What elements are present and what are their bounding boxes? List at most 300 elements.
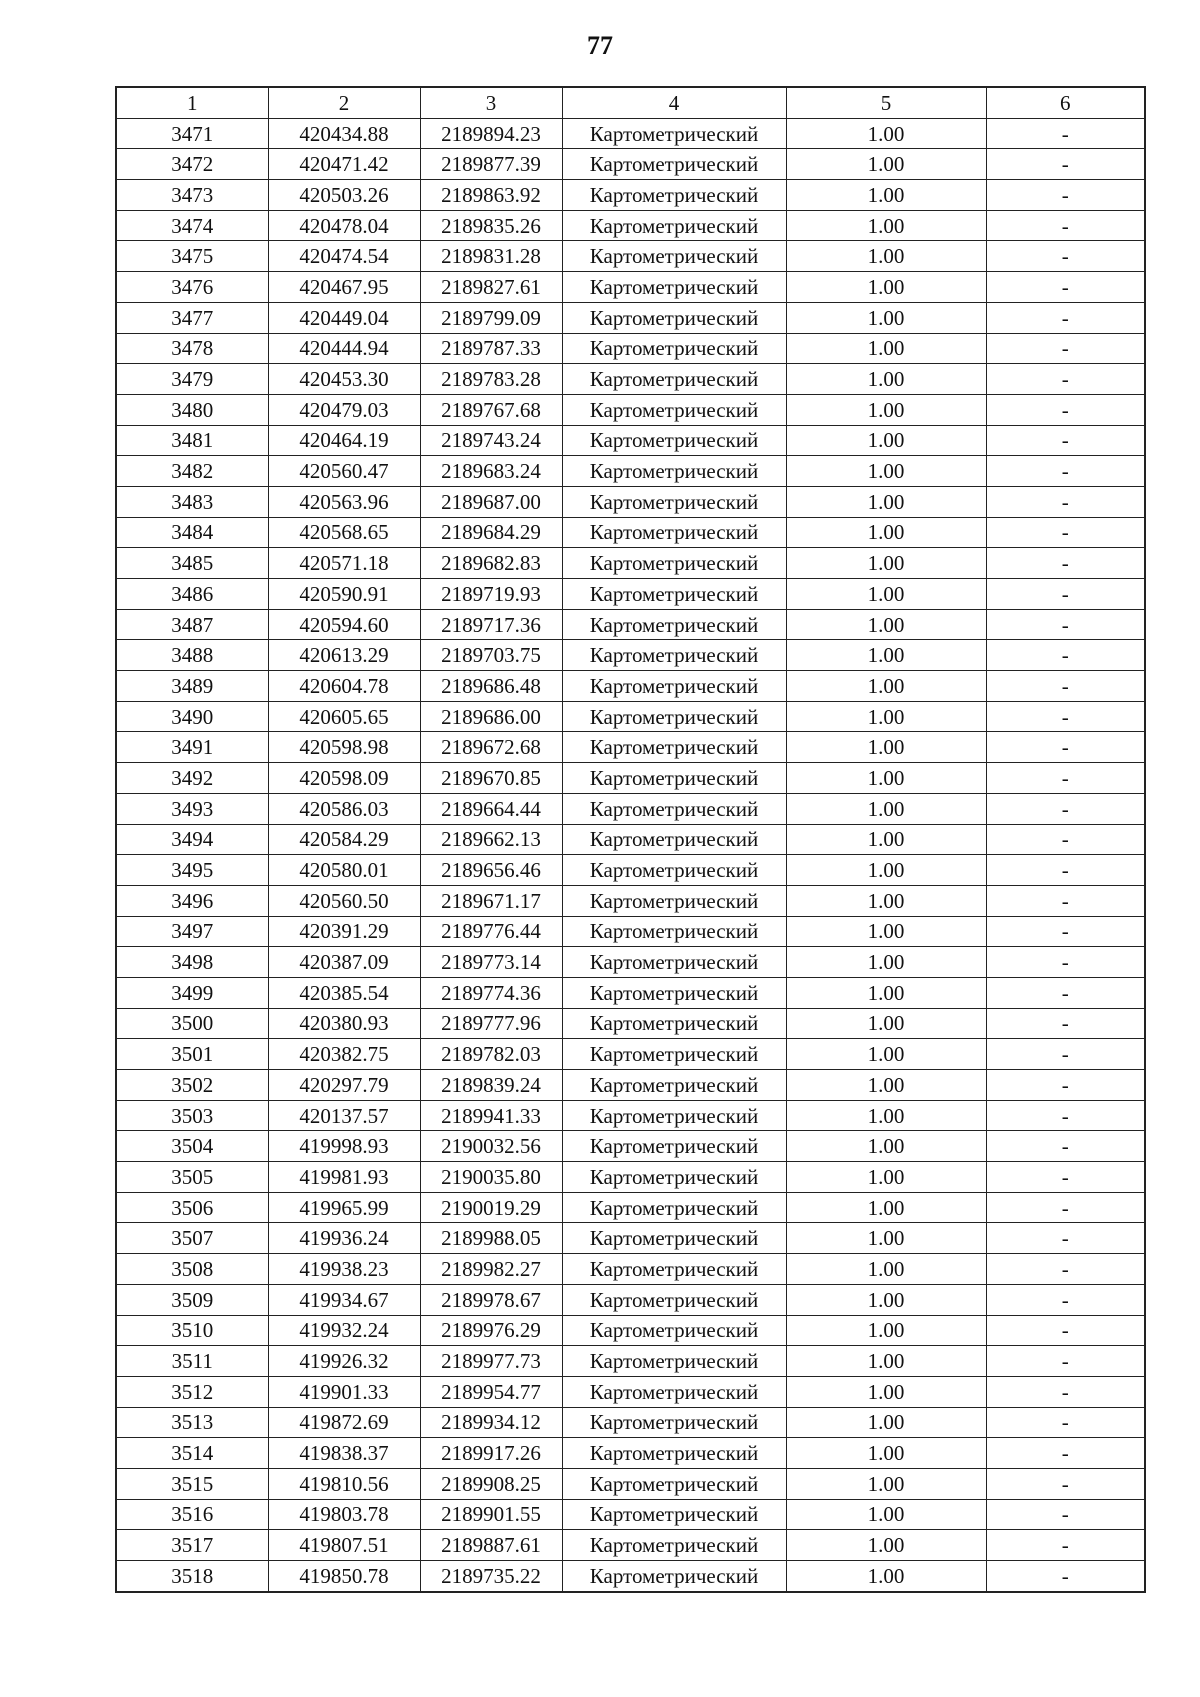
y-coordinate-cell: 2189908.25 bbox=[420, 1468, 562, 1499]
y-coordinate-cell: 2189703.75 bbox=[420, 640, 562, 671]
note-cell: - bbox=[986, 1468, 1145, 1499]
x-coordinate-cell: 420380.93 bbox=[268, 1008, 420, 1039]
note-cell: - bbox=[986, 977, 1145, 1008]
table-row bbox=[116, 272, 1145, 303]
table-row bbox=[116, 1561, 1145, 1592]
y-coordinate-cell: 2189835.26 bbox=[420, 210, 562, 241]
y-coordinate-cell: 2189954.77 bbox=[420, 1376, 562, 1407]
point-number-cell: 3517 bbox=[116, 1530, 268, 1561]
note-cell: - bbox=[986, 1407, 1145, 1438]
col-5-header: 5 bbox=[786, 87, 986, 118]
accuracy-cell: 1.00 bbox=[786, 149, 986, 180]
note-cell: - bbox=[986, 855, 1145, 886]
y-coordinate-cell: 2189982.27 bbox=[420, 1254, 562, 1285]
point-number-cell: 3478 bbox=[116, 333, 268, 364]
point-number-cell: 3476 bbox=[116, 272, 268, 303]
note-cell: - bbox=[986, 947, 1145, 978]
note-cell: - bbox=[986, 640, 1145, 671]
method-cell: Картометрический bbox=[562, 1131, 786, 1162]
x-coordinate-cell: 420444.94 bbox=[268, 333, 420, 364]
method-cell: Картометрический bbox=[562, 364, 786, 395]
x-coordinate-cell: 420391.29 bbox=[268, 916, 420, 947]
x-coordinate-cell: 420580.01 bbox=[268, 855, 420, 886]
point-number-cell: 3512 bbox=[116, 1376, 268, 1407]
method-cell: Картометрический bbox=[562, 1346, 786, 1377]
table-row bbox=[116, 947, 1145, 978]
table-row bbox=[116, 1284, 1145, 1315]
point-number-cell: 3506 bbox=[116, 1192, 268, 1223]
accuracy-cell: 1.00 bbox=[786, 977, 986, 1008]
table-row bbox=[116, 118, 1145, 149]
method-cell: Картометрический bbox=[562, 947, 786, 978]
method-cell: Картометрический bbox=[562, 1039, 786, 1070]
accuracy-cell: 1.00 bbox=[786, 180, 986, 211]
accuracy-cell: 1.00 bbox=[786, 579, 986, 610]
y-coordinate-cell: 2189787.33 bbox=[420, 333, 562, 364]
point-number-cell: 3483 bbox=[116, 486, 268, 517]
point-number-cell: 3475 bbox=[116, 241, 268, 272]
point-number-cell: 3510 bbox=[116, 1315, 268, 1346]
point-number-cell: 3489 bbox=[116, 671, 268, 702]
accuracy-cell: 1.00 bbox=[786, 855, 986, 886]
y-coordinate-cell: 2189782.03 bbox=[420, 1039, 562, 1070]
note-cell: - bbox=[986, 548, 1145, 579]
y-coordinate-cell: 2189662.13 bbox=[420, 824, 562, 855]
accuracy-cell: 1.00 bbox=[786, 456, 986, 487]
point-number-cell: 3501 bbox=[116, 1039, 268, 1070]
point-number-cell: 3500 bbox=[116, 1008, 268, 1039]
point-number-cell: 3505 bbox=[116, 1162, 268, 1193]
note-cell: - bbox=[986, 579, 1145, 610]
method-cell: Картометрический bbox=[562, 149, 786, 180]
note-cell: - bbox=[986, 763, 1145, 794]
accuracy-cell: 1.00 bbox=[786, 1530, 986, 1561]
accuracy-cell: 1.00 bbox=[786, 364, 986, 395]
method-cell: Картометрический bbox=[562, 701, 786, 732]
table-row bbox=[116, 609, 1145, 640]
y-coordinate-cell: 2190019.29 bbox=[420, 1192, 562, 1223]
table-row bbox=[116, 1100, 1145, 1131]
table-row bbox=[116, 1346, 1145, 1377]
accuracy-cell: 1.00 bbox=[786, 1284, 986, 1315]
method-cell: Картометрический bbox=[562, 272, 786, 303]
accuracy-cell: 1.00 bbox=[786, 640, 986, 671]
method-cell: Картометрический bbox=[562, 1438, 786, 1469]
accuracy-cell: 1.00 bbox=[786, 609, 986, 640]
method-cell: Картометрический bbox=[562, 456, 786, 487]
method-cell: Картометрический bbox=[562, 793, 786, 824]
note-cell: - bbox=[986, 1315, 1145, 1346]
y-coordinate-cell: 2189901.55 bbox=[420, 1499, 562, 1530]
x-coordinate-cell: 420568.65 bbox=[268, 517, 420, 548]
table-row bbox=[116, 671, 1145, 702]
y-coordinate-cell: 2189887.61 bbox=[420, 1530, 562, 1561]
col-3-header: 3 bbox=[420, 87, 562, 118]
table-row bbox=[116, 916, 1145, 947]
table-row bbox=[116, 394, 1145, 425]
method-cell: Картометрический bbox=[562, 1192, 786, 1223]
table-row bbox=[116, 486, 1145, 517]
x-coordinate-cell: 420613.29 bbox=[268, 640, 420, 671]
y-coordinate-cell: 2189776.44 bbox=[420, 916, 562, 947]
x-coordinate-cell: 419872.69 bbox=[268, 1407, 420, 1438]
method-cell: Картометрический bbox=[562, 609, 786, 640]
note-cell: - bbox=[986, 149, 1145, 180]
x-coordinate-cell: 420449.04 bbox=[268, 302, 420, 333]
note-cell: - bbox=[986, 1008, 1145, 1039]
x-coordinate-cell: 420387.09 bbox=[268, 947, 420, 978]
accuracy-cell: 1.00 bbox=[786, 1468, 986, 1499]
note-cell: - bbox=[986, 885, 1145, 916]
table-row bbox=[116, 241, 1145, 272]
note-cell: - bbox=[986, 394, 1145, 425]
x-coordinate-cell: 420594.60 bbox=[268, 609, 420, 640]
table-row bbox=[116, 180, 1145, 211]
y-coordinate-cell: 2189827.61 bbox=[420, 272, 562, 303]
y-coordinate-cell: 2189687.00 bbox=[420, 486, 562, 517]
accuracy-cell: 1.00 bbox=[786, 548, 986, 579]
table-row bbox=[116, 548, 1145, 579]
method-cell: Картометрический bbox=[562, 732, 786, 763]
table-row bbox=[116, 977, 1145, 1008]
y-coordinate-cell: 2189656.46 bbox=[420, 855, 562, 886]
x-coordinate-cell: 419932.24 bbox=[268, 1315, 420, 1346]
x-coordinate-cell: 420382.75 bbox=[268, 1039, 420, 1070]
note-cell: - bbox=[986, 1131, 1145, 1162]
point-number-cell: 3488 bbox=[116, 640, 268, 671]
y-coordinate-cell: 2190035.80 bbox=[420, 1162, 562, 1193]
note-cell: - bbox=[986, 456, 1145, 487]
x-coordinate-cell: 419850.78 bbox=[268, 1561, 420, 1592]
table-row bbox=[116, 456, 1145, 487]
table-row bbox=[116, 364, 1145, 395]
note-cell: - bbox=[986, 1376, 1145, 1407]
method-cell: Картометрический bbox=[562, 824, 786, 855]
col-4-header: 4 bbox=[562, 87, 786, 118]
x-coordinate-cell: 420474.54 bbox=[268, 241, 420, 272]
y-coordinate-cell: 2189783.28 bbox=[420, 364, 562, 395]
accuracy-cell: 1.00 bbox=[786, 1315, 986, 1346]
table-row bbox=[116, 1407, 1145, 1438]
note-cell: - bbox=[986, 701, 1145, 732]
y-coordinate-cell: 2189934.12 bbox=[420, 1407, 562, 1438]
table-row bbox=[116, 1438, 1145, 1469]
y-coordinate-cell: 2189863.92 bbox=[420, 180, 562, 211]
note-cell: - bbox=[986, 1438, 1145, 1469]
accuracy-cell: 1.00 bbox=[786, 1254, 986, 1285]
note-cell: - bbox=[986, 517, 1145, 548]
point-number-cell: 3492 bbox=[116, 763, 268, 794]
method-cell: Картометрический bbox=[562, 763, 786, 794]
x-coordinate-cell: 420605.65 bbox=[268, 701, 420, 732]
method-cell: Картометрический bbox=[562, 517, 786, 548]
accuracy-cell: 1.00 bbox=[786, 486, 986, 517]
x-coordinate-cell: 419810.56 bbox=[268, 1468, 420, 1499]
table-row bbox=[116, 732, 1145, 763]
accuracy-cell: 1.00 bbox=[786, 1131, 986, 1162]
point-number-cell: 3474 bbox=[116, 210, 268, 241]
table-row bbox=[116, 1376, 1145, 1407]
accuracy-cell: 1.00 bbox=[786, 701, 986, 732]
y-coordinate-cell: 2189719.93 bbox=[420, 579, 562, 610]
table-row bbox=[116, 885, 1145, 916]
point-number-cell: 3514 bbox=[116, 1438, 268, 1469]
method-cell: Картометрический bbox=[562, 1162, 786, 1193]
table-row bbox=[116, 302, 1145, 333]
point-number-cell: 3516 bbox=[116, 1499, 268, 1530]
note-cell: - bbox=[986, 1530, 1145, 1561]
y-coordinate-cell: 2189684.29 bbox=[420, 517, 562, 548]
point-number-cell: 3486 bbox=[116, 579, 268, 610]
x-coordinate-cell: 419998.93 bbox=[268, 1131, 420, 1162]
table-row bbox=[116, 1223, 1145, 1254]
method-cell: Картометрический bbox=[562, 1070, 786, 1101]
col-2-header: 2 bbox=[268, 87, 420, 118]
x-coordinate-cell: 420590.91 bbox=[268, 579, 420, 610]
table-row bbox=[116, 701, 1145, 732]
x-coordinate-cell: 420604.78 bbox=[268, 671, 420, 702]
method-cell: Картометрический bbox=[562, 671, 786, 702]
table-row bbox=[116, 824, 1145, 855]
note-cell: - bbox=[986, 1039, 1145, 1070]
note-cell: - bbox=[986, 118, 1145, 149]
accuracy-cell: 1.00 bbox=[786, 302, 986, 333]
table-row bbox=[116, 1162, 1145, 1193]
y-coordinate-cell: 2189767.68 bbox=[420, 394, 562, 425]
x-coordinate-cell: 420503.26 bbox=[268, 180, 420, 211]
accuracy-cell: 1.00 bbox=[786, 333, 986, 364]
x-coordinate-cell: 419938.23 bbox=[268, 1254, 420, 1285]
x-coordinate-cell: 420453.30 bbox=[268, 364, 420, 395]
point-number-cell: 3482 bbox=[116, 456, 268, 487]
y-coordinate-cell: 2189976.29 bbox=[420, 1315, 562, 1346]
y-coordinate-cell: 2189686.00 bbox=[420, 701, 562, 732]
col-1-header: 1 bbox=[116, 87, 268, 118]
point-number-cell: 3495 bbox=[116, 855, 268, 886]
point-number-cell: 3498 bbox=[116, 947, 268, 978]
point-number-cell: 3471 bbox=[116, 118, 268, 149]
point-number-cell: 3484 bbox=[116, 517, 268, 548]
note-cell: - bbox=[986, 272, 1145, 303]
y-coordinate-cell: 2189717.36 bbox=[420, 609, 562, 640]
accuracy-cell: 1.00 bbox=[786, 763, 986, 794]
point-number-cell: 3472 bbox=[116, 149, 268, 180]
note-cell: - bbox=[986, 425, 1145, 456]
point-number-cell: 3479 bbox=[116, 364, 268, 395]
coordinates-table bbox=[115, 86, 1146, 1593]
x-coordinate-cell: 420137.57 bbox=[268, 1100, 420, 1131]
note-cell: - bbox=[986, 333, 1145, 364]
method-cell: Картометрический bbox=[562, 579, 786, 610]
method-cell: Картометрический bbox=[562, 548, 786, 579]
x-coordinate-cell: 420563.96 bbox=[268, 486, 420, 517]
method-cell: Картометрический bbox=[562, 333, 786, 364]
method-cell: Картометрический bbox=[562, 425, 786, 456]
note-cell: - bbox=[986, 1499, 1145, 1530]
y-coordinate-cell: 2189877.39 bbox=[420, 149, 562, 180]
table-row bbox=[116, 1530, 1145, 1561]
accuracy-cell: 1.00 bbox=[786, 916, 986, 947]
note-cell: - bbox=[986, 1070, 1145, 1101]
table-row bbox=[116, 1254, 1145, 1285]
x-coordinate-cell: 420471.42 bbox=[268, 149, 420, 180]
note-cell: - bbox=[986, 1346, 1145, 1377]
x-coordinate-cell: 419981.93 bbox=[268, 1162, 420, 1193]
accuracy-cell: 1.00 bbox=[786, 1100, 986, 1131]
point-number-cell: 3511 bbox=[116, 1346, 268, 1377]
method-cell: Картометрический bbox=[562, 210, 786, 241]
point-number-cell: 3480 bbox=[116, 394, 268, 425]
y-coordinate-cell: 2189686.48 bbox=[420, 671, 562, 702]
method-cell: Картометрический bbox=[562, 1223, 786, 1254]
method-cell: Картометрический bbox=[562, 1468, 786, 1499]
accuracy-cell: 1.00 bbox=[786, 1192, 986, 1223]
x-coordinate-cell: 419807.51 bbox=[268, 1530, 420, 1561]
method-cell: Картометрический bbox=[562, 1530, 786, 1561]
y-coordinate-cell: 2189670.85 bbox=[420, 763, 562, 794]
point-number-cell: 3496 bbox=[116, 885, 268, 916]
point-number-cell: 3497 bbox=[116, 916, 268, 947]
accuracy-cell: 1.00 bbox=[786, 241, 986, 272]
method-cell: Картометрический bbox=[562, 180, 786, 211]
x-coordinate-cell: 419965.99 bbox=[268, 1192, 420, 1223]
table-row bbox=[116, 1131, 1145, 1162]
method-cell: Картометрический bbox=[562, 855, 786, 886]
accuracy-cell: 1.00 bbox=[786, 885, 986, 916]
point-number-cell: 3485 bbox=[116, 548, 268, 579]
accuracy-cell: 1.00 bbox=[786, 1223, 986, 1254]
point-number-cell: 3502 bbox=[116, 1070, 268, 1101]
accuracy-cell: 1.00 bbox=[786, 1070, 986, 1101]
point-number-cell: 3487 bbox=[116, 609, 268, 640]
point-number-cell: 3503 bbox=[116, 1100, 268, 1131]
x-coordinate-cell: 420571.18 bbox=[268, 548, 420, 579]
point-number-cell: 3491 bbox=[116, 732, 268, 763]
x-coordinate-cell: 420385.54 bbox=[268, 977, 420, 1008]
accuracy-cell: 1.00 bbox=[786, 947, 986, 978]
x-coordinate-cell: 419934.67 bbox=[268, 1284, 420, 1315]
note-cell: - bbox=[986, 1223, 1145, 1254]
note-cell: - bbox=[986, 671, 1145, 702]
y-coordinate-cell: 2189831.28 bbox=[420, 241, 562, 272]
accuracy-cell: 1.00 bbox=[786, 425, 986, 456]
table-header-row bbox=[116, 87, 1145, 118]
y-coordinate-cell: 2189683.24 bbox=[420, 456, 562, 487]
accuracy-cell: 1.00 bbox=[786, 210, 986, 241]
point-number-cell: 3515 bbox=[116, 1468, 268, 1499]
note-cell: - bbox=[986, 364, 1145, 395]
table-row bbox=[116, 1008, 1145, 1039]
y-coordinate-cell: 2189839.24 bbox=[420, 1070, 562, 1101]
x-coordinate-cell: 420464.19 bbox=[268, 425, 420, 456]
table-row bbox=[116, 1499, 1145, 1530]
table-row bbox=[116, 855, 1145, 886]
y-coordinate-cell: 2189773.14 bbox=[420, 947, 562, 978]
accuracy-cell: 1.00 bbox=[786, 1346, 986, 1377]
method-cell: Картометрический bbox=[562, 1561, 786, 1592]
table-row bbox=[116, 149, 1145, 180]
method-cell: Картометрический bbox=[562, 1407, 786, 1438]
method-cell: Картометрический bbox=[562, 302, 786, 333]
method-cell: Картометрический bbox=[562, 1254, 786, 1285]
note-cell: - bbox=[986, 609, 1145, 640]
note-cell: - bbox=[986, 1284, 1145, 1315]
x-coordinate-cell: 420434.88 bbox=[268, 118, 420, 149]
note-cell: - bbox=[986, 916, 1145, 947]
accuracy-cell: 1.00 bbox=[786, 824, 986, 855]
y-coordinate-cell: 2189735.22 bbox=[420, 1561, 562, 1592]
y-coordinate-cell: 2189743.24 bbox=[420, 425, 562, 456]
table-row bbox=[116, 1315, 1145, 1346]
method-cell: Картометрический bbox=[562, 916, 786, 947]
note-cell: - bbox=[986, 793, 1145, 824]
y-coordinate-cell: 2189671.17 bbox=[420, 885, 562, 916]
accuracy-cell: 1.00 bbox=[786, 118, 986, 149]
table-body bbox=[116, 118, 1145, 1592]
y-coordinate-cell: 2189978.67 bbox=[420, 1284, 562, 1315]
accuracy-cell: 1.00 bbox=[786, 1561, 986, 1592]
x-coordinate-cell: 419901.33 bbox=[268, 1376, 420, 1407]
table-row bbox=[116, 579, 1145, 610]
page-number: 77 bbox=[587, 31, 613, 60]
note-cell: - bbox=[986, 1162, 1145, 1193]
x-coordinate-cell: 420467.95 bbox=[268, 272, 420, 303]
method-cell: Картометрический bbox=[562, 885, 786, 916]
accuracy-cell: 1.00 bbox=[786, 732, 986, 763]
accuracy-cell: 1.00 bbox=[786, 1376, 986, 1407]
x-coordinate-cell: 420584.29 bbox=[268, 824, 420, 855]
method-cell: Картометрический bbox=[562, 1315, 786, 1346]
method-cell: Картометрический bbox=[562, 1100, 786, 1131]
x-coordinate-cell: 419936.24 bbox=[268, 1223, 420, 1254]
method-cell: Картометрический bbox=[562, 1376, 786, 1407]
method-cell: Картометрический bbox=[562, 486, 786, 517]
accuracy-cell: 1.00 bbox=[786, 1162, 986, 1193]
point-number-cell: 3518 bbox=[116, 1561, 268, 1592]
accuracy-cell: 1.00 bbox=[786, 517, 986, 548]
x-coordinate-cell: 420560.50 bbox=[268, 885, 420, 916]
table-row bbox=[116, 1468, 1145, 1499]
accuracy-cell: 1.00 bbox=[786, 1008, 986, 1039]
y-coordinate-cell: 2189774.36 bbox=[420, 977, 562, 1008]
note-cell: - bbox=[986, 486, 1145, 517]
accuracy-cell: 1.00 bbox=[786, 1407, 986, 1438]
note-cell: - bbox=[986, 732, 1145, 763]
table-row bbox=[116, 425, 1145, 456]
method-cell: Картометрический bbox=[562, 1008, 786, 1039]
table-row bbox=[116, 640, 1145, 671]
x-coordinate-cell: 420586.03 bbox=[268, 793, 420, 824]
table-row bbox=[116, 210, 1145, 241]
y-coordinate-cell: 2189799.09 bbox=[420, 302, 562, 333]
note-cell: - bbox=[986, 241, 1145, 272]
point-number-cell: 3504 bbox=[116, 1131, 268, 1162]
point-number-cell: 3513 bbox=[116, 1407, 268, 1438]
accuracy-cell: 1.00 bbox=[786, 793, 986, 824]
accuracy-cell: 1.00 bbox=[786, 272, 986, 303]
y-coordinate-cell: 2189664.44 bbox=[420, 793, 562, 824]
point-number-cell: 3473 bbox=[116, 180, 268, 211]
y-coordinate-cell: 2189988.05 bbox=[420, 1223, 562, 1254]
x-coordinate-cell: 420560.47 bbox=[268, 456, 420, 487]
y-coordinate-cell: 2189977.73 bbox=[420, 1346, 562, 1377]
accuracy-cell: 1.00 bbox=[786, 1039, 986, 1070]
x-coordinate-cell: 419926.32 bbox=[268, 1346, 420, 1377]
method-cell: Картометрический bbox=[562, 1284, 786, 1315]
method-cell: Картометрический bbox=[562, 241, 786, 272]
point-number-cell: 3494 bbox=[116, 824, 268, 855]
note-cell: - bbox=[986, 302, 1145, 333]
